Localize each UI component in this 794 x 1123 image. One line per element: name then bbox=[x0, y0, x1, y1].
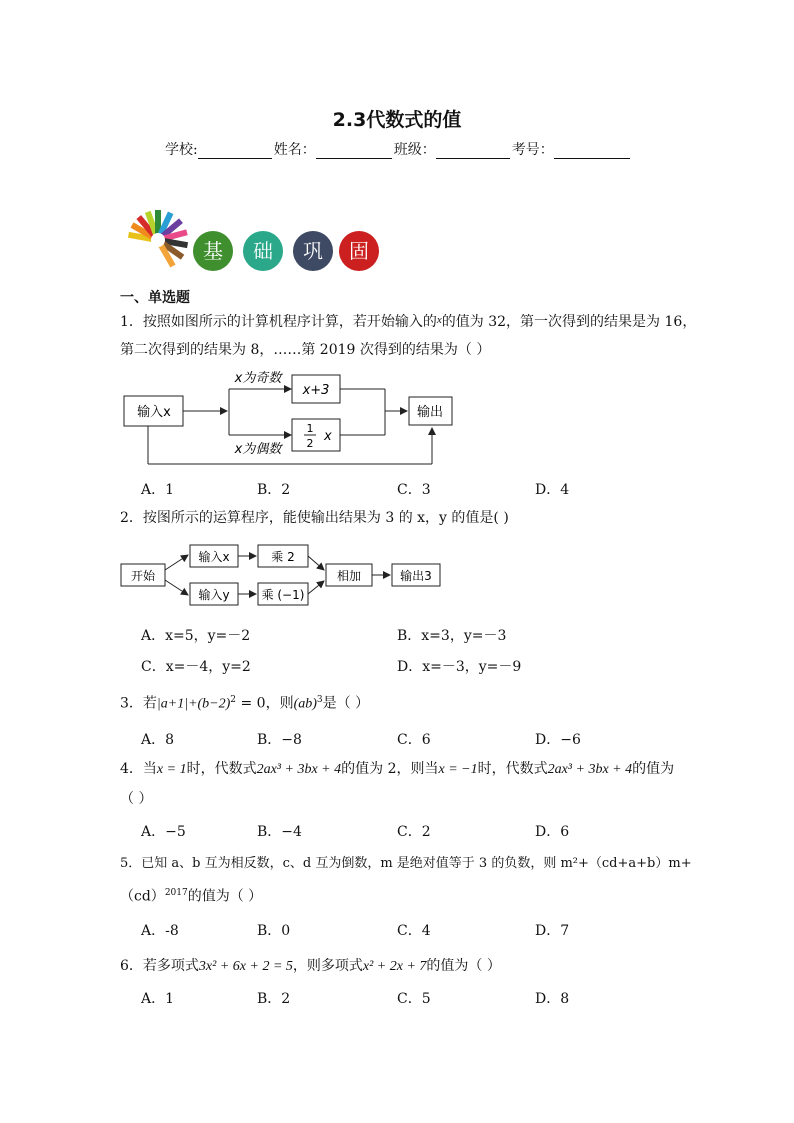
q6-expr-1: 3x² + 6x + 2 = 5 bbox=[198, 959, 293, 974]
q5-option-b[interactable]: B．0 bbox=[257, 923, 291, 939]
school-blank[interactable] bbox=[198, 144, 272, 159]
q1-text-a: 1．按照如图所示的计算机程序计算，若开始输入的 bbox=[120, 314, 437, 330]
school-label: 学校: bbox=[165, 142, 198, 158]
badge-gong: 巩 bbox=[293, 231, 333, 271]
q6-option-b[interactable]: B．2 bbox=[257, 991, 291, 1007]
question-1-line-2: 第二次得到的结果为 8，……第 2019 次得到的结果为（ ） bbox=[120, 342, 491, 358]
q1-var-x: x bbox=[436, 314, 442, 326]
q1-odd-box-text: x+3 bbox=[302, 383, 330, 398]
q5-text-a: （cd） bbox=[120, 888, 165, 905]
badge-gu: 固 bbox=[339, 231, 379, 271]
q4-text-1: 4．当 bbox=[120, 761, 157, 777]
q4-text-5: 的值为 bbox=[632, 761, 675, 777]
q3-option-c[interactable]: C．6 bbox=[397, 732, 431, 748]
q3-mid: = 0，则 bbox=[236, 695, 294, 712]
question-5-line-1: 5．已知 a、b 互为相反数，c、d 互为倒数，m 是绝对值等于 3 的负数，则 m²+（cd+a+b）m+ bbox=[120, 856, 692, 871]
q2-option-d[interactable]: D．x=－3，y=－9 bbox=[397, 659, 522, 675]
q4-expr-2: 2ax³ + 3bx + 4 bbox=[547, 762, 633, 777]
q1-even-num: 1 bbox=[306, 422, 314, 435]
q2-option-b[interactable]: B．x=3，y=－3 bbox=[397, 628, 507, 644]
q2-add-text: 相加 bbox=[336, 569, 362, 583]
class-blank[interactable] bbox=[436, 144, 510, 159]
q3-expr2: (ab) bbox=[293, 696, 317, 712]
q3-option-d[interactable]: D．−6 bbox=[535, 732, 581, 748]
q1-even-var: x bbox=[324, 429, 332, 444]
colored-pencils-icon bbox=[128, 208, 190, 270]
question-2-line-1: 2．按图所示的运算程序，能使输出结果为 3 的 x，y 的值是( ) bbox=[120, 510, 509, 526]
badge-chu: 础 bbox=[243, 231, 283, 271]
student-info-line bbox=[165, 139, 632, 159]
q4-cond-1: x = 1 bbox=[156, 762, 187, 777]
q1-even-den: 2 bbox=[306, 437, 314, 450]
question-6-line-1 bbox=[120, 954, 501, 979]
q4-text-4: 时，代数式 bbox=[477, 761, 548, 777]
q1-option-d[interactable]: D．4 bbox=[535, 482, 570, 498]
q5-sup: 2017 bbox=[164, 888, 188, 898]
q6-text-2: ，则多项式 bbox=[292, 958, 363, 974]
q5-text-b: 的值为（ ） bbox=[187, 888, 263, 905]
q1-even-label: x为偶数 bbox=[234, 442, 282, 457]
q3-prefix: 3．若 bbox=[120, 695, 157, 712]
q5-option-c[interactable]: C．4 bbox=[397, 923, 431, 939]
q4-text-3: 的值为 2，则当 bbox=[341, 761, 439, 777]
page-title: 2.3代数式的值 bbox=[332, 109, 462, 131]
q4-text-2: 时，代数式 bbox=[186, 761, 257, 777]
q1-output-text: 输出 bbox=[416, 405, 444, 420]
q6-option-d[interactable]: D．8 bbox=[535, 991, 570, 1007]
q1-option-a[interactable]: A．1 bbox=[141, 482, 175, 498]
q1-input-text: 输入x bbox=[137, 405, 171, 420]
q1-option-c[interactable]: C．3 bbox=[397, 482, 431, 498]
q2-mulneg1-text: 乘 (−1) bbox=[261, 588, 305, 602]
q1-text-b: 的值为 32，第一次得到的结果是为 16， bbox=[441, 314, 697, 330]
q6-option-c[interactable]: C．5 bbox=[397, 991, 431, 1007]
q6-expr-2: x² + 2x + 7 bbox=[362, 959, 427, 974]
q2-mul2-text: 乘 2 bbox=[271, 550, 295, 564]
q2-option-a[interactable]: A．x=5，y=－2 bbox=[141, 628, 251, 644]
name-blank[interactable] bbox=[316, 144, 392, 159]
q6-text-1: 6．若多项式 bbox=[120, 958, 199, 974]
q3-expr1: |a+1|+(b−2) bbox=[156, 696, 231, 712]
question-4-line-2: （ ） bbox=[120, 791, 153, 807]
q3-option-a[interactable]: A．8 bbox=[141, 732, 175, 748]
q4-expr-1: 2ax³ + 3bx + 4 bbox=[256, 762, 342, 777]
number-blank[interactable] bbox=[554, 144, 630, 159]
q4-option-d[interactable]: D．6 bbox=[535, 824, 570, 840]
q2-start-text: 开始 bbox=[130, 569, 156, 583]
q1-flowchart bbox=[118, 366, 458, 470]
q3-exp1: 2 bbox=[230, 695, 237, 705]
question-3-line-1 bbox=[120, 688, 369, 717]
q2-input-x-text: 输入x bbox=[198, 550, 230, 564]
q2-flowchart bbox=[118, 540, 448, 610]
q2-out-text: 输出3 bbox=[400, 569, 432, 583]
question-5-line-2 bbox=[120, 881, 262, 909]
q4-option-b[interactable]: B．−4 bbox=[257, 824, 302, 840]
q5-option-d[interactable]: D．7 bbox=[535, 923, 570, 939]
section-title: 一、单选题 bbox=[120, 290, 190, 306]
q6-option-a[interactable]: A．1 bbox=[141, 991, 175, 1007]
number-label: 考号： bbox=[511, 142, 554, 158]
question-1-line-1 bbox=[120, 308, 696, 334]
class-label: 班级： bbox=[393, 142, 436, 158]
q1-odd-label: x为奇数 bbox=[234, 371, 282, 386]
q2-option-c[interactable]: C．x=－4，y=2 bbox=[141, 659, 251, 675]
q5-option-a[interactable]: A．-8 bbox=[141, 923, 179, 939]
q6-text-3: 的值为（ ） bbox=[426, 958, 501, 974]
q3-suffix: 是（ ） bbox=[322, 695, 370, 712]
name-label: 姓名： bbox=[273, 142, 316, 158]
q4-cond-2: x = −1 bbox=[438, 762, 478, 777]
q1-option-b[interactable]: B．2 bbox=[257, 482, 291, 498]
q2-input-y-text: 输入y bbox=[198, 588, 230, 602]
question-4-line-1 bbox=[120, 757, 674, 782]
q3-option-b[interactable]: B．−8 bbox=[257, 732, 302, 748]
q3-exp2: 3 bbox=[316, 695, 323, 705]
q4-option-c[interactable]: C．2 bbox=[397, 824, 431, 840]
badge-ji: 基 bbox=[193, 231, 233, 271]
q4-option-a[interactable]: A．−5 bbox=[141, 824, 186, 840]
